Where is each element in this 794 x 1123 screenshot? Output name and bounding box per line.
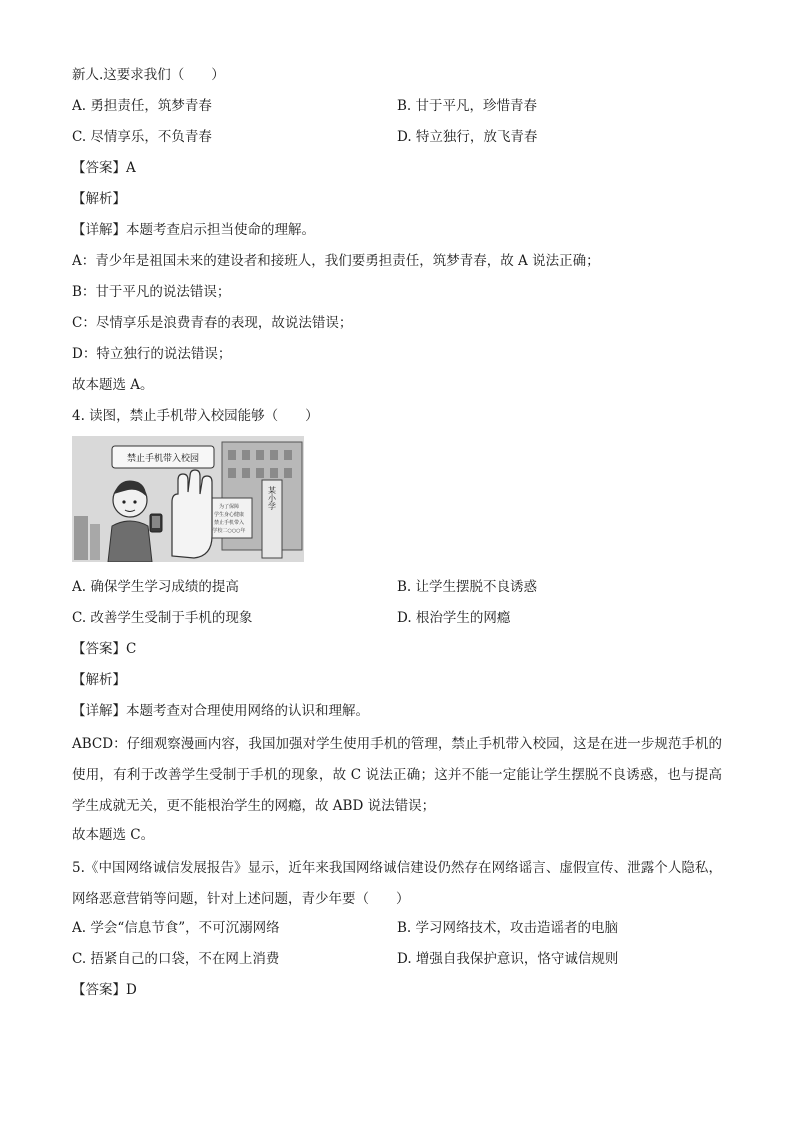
q3-option-d: D. 特立独行，放飞青春	[397, 129, 538, 145]
q3-detail: 【详解】本题考查启示担当使命的理解。	[72, 222, 315, 238]
q3-analysis-c: C：尽情享乐是浪费青春的表现，故说法错误；	[72, 315, 353, 331]
q3-analysis-d: D：特立独行的说法错误；	[72, 346, 232, 362]
q5-option-a: A. 学会“信息节食”，不可沉溺网络	[72, 920, 280, 936]
q3-analysis-a: A：青少年是祖国未来的建设者和接班人，我们要勇担责任，筑梦青春，故 A 说法正确；	[72, 253, 600, 269]
q3-option-a: A. 勇担责任，筑梦青春	[72, 98, 212, 114]
q3-option-b: B. 甘于平凡，珍惜青春	[397, 98, 538, 114]
cartoon-illustration	[72, 436, 304, 562]
board-line-3: 禁止手机带入	[213, 520, 245, 526]
q4-options-row-2	[72, 605, 722, 636]
q4-cartoon-image	[72, 436, 304, 562]
q3-options-row-1	[72, 93, 722, 124]
q5-options-row-2	[72, 946, 722, 977]
board-line-4: 学校二○○○年	[212, 528, 246, 534]
q5-options-row-1	[72, 915, 722, 946]
q4-analysis-body: ABCD：仔细观察漫画内容，我国加强对学生使用手机的管理，禁止手机带入校园，这是在进一步规范手机的使用，有利于改善学生受制于手机的现象，故 C 说法正确；这并不能一定能让学生摆脱不良诱惑，也与提高学生成就无关，更不能根治学生的网瘾，故 ABD 说法错误；	[72, 736, 722, 814]
q3-stem-tail: 新人.这要求我们（ ）	[72, 67, 225, 83]
q4-option-d: D. 根治学生的网瘾	[397, 610, 511, 626]
q3-options-row-2	[72, 124, 722, 155]
q4-option-b: B. 让学生摆脱不良诱惑	[397, 579, 538, 595]
q3-option-c: C. 尽情享乐，不负青春	[72, 129, 212, 145]
q4-options-row-1	[72, 574, 722, 605]
q5-option-b: B. 学习网络技术，攻击造谣者的电脑	[397, 920, 619, 936]
q5-answer: 【答案】D	[72, 982, 137, 998]
speech-sign-text: 禁止手机带入校园	[126, 454, 200, 464]
q4-option-a: A. 确保学生学习成绩的提高	[72, 579, 239, 595]
q3-conclusion: 故本题选 A。	[72, 377, 154, 393]
gate-sign-text: 某小学	[267, 486, 277, 510]
q4-stem: 4. 读图，禁止手机带入校园能够（ ）	[72, 408, 319, 424]
q5-stem: 5.《中国网络诚信发展报告》显示，近年来我国网络诚信建设仍然存在网络谣言、虚假宣传、泄露个人隐私，网络恶意营销等问题，针对上述问题，青少年要（ ）	[72, 860, 722, 907]
q4-option-c: C. 改善学生受制于手机的现象	[72, 610, 253, 626]
q3-analysis-b: B：甘于平凡的说法错误；	[72, 284, 231, 300]
q4-analysis-label: 【解析】	[72, 672, 126, 688]
q5-option-c: C. 捂紧自己的口袋，不在网上消费	[72, 951, 280, 967]
q4-answer: 【答案】C	[72, 641, 137, 657]
q5-option-d: D. 增强自我保护意识，恪守诚信规则	[397, 951, 619, 967]
q4-conclusion: 故本题选 C。	[72, 827, 155, 843]
board-line-2: 学生身心健康	[213, 512, 245, 518]
q4-detail: 【详解】本题考查对合理使用网络的认识和理解。	[72, 703, 369, 719]
q3-answer: 【答案】A	[72, 160, 136, 176]
document-page	[72, 62, 722, 1008]
q3-analysis-label: 【解析】	[72, 191, 126, 207]
board-line-1: 为了保障	[218, 504, 240, 510]
